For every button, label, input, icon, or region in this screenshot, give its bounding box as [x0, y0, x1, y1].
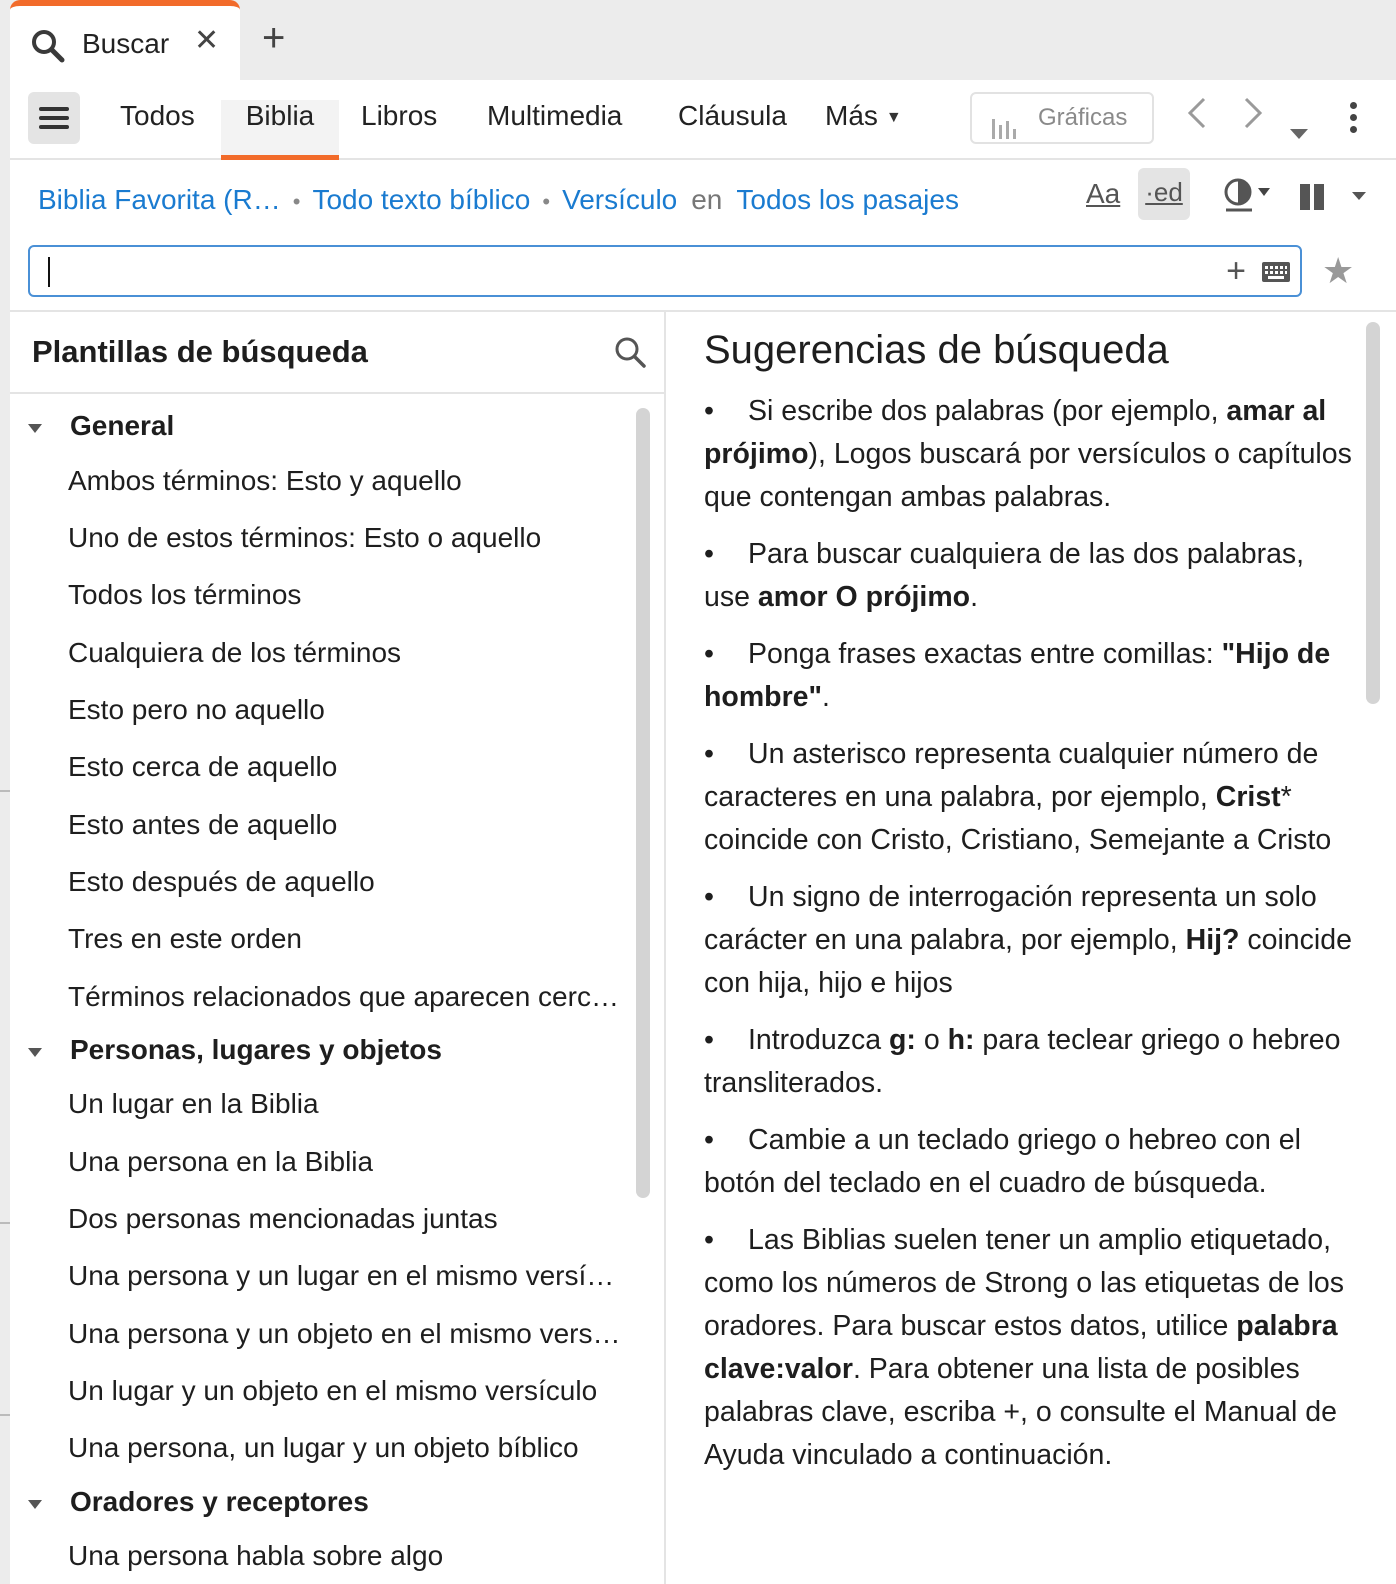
panes-layout-icon[interactable] — [1300, 184, 1380, 217]
tip-text: Si escribe dos palabras (por ejemplo, — [748, 395, 1227, 427]
template-item[interactable]: Un lugar y un objeto en el mismo versículo — [68, 1375, 598, 1406]
search-icon — [30, 28, 66, 69]
tree-group-personas[interactable]: Personas, lugares y objetos — [70, 1034, 442, 1065]
range-selector-link[interactable]: Todos los pasajes — [736, 184, 959, 215]
window-edge-tick — [0, 790, 10, 792]
bullet: • — [704, 738, 714, 770]
new-tab-button[interactable]: + — [262, 16, 286, 60]
hamburger-menu-button[interactable] — [28, 92, 80, 144]
template-item[interactable]: Tres en este orden — [68, 923, 302, 954]
tab-mas-label: Más — [825, 100, 878, 131]
list-item — [704, 633, 1356, 719]
tip-example: Crist — [1215, 781, 1281, 813]
graficas-label: Gráficas — [1038, 104, 1128, 131]
tip-example: Hij? — [1185, 924, 1240, 956]
template-item[interactable]: Una persona, un lugar y un objeto bíblico — [68, 1432, 579, 1463]
tip-example: amor O prójimo — [757, 581, 971, 613]
bible-selector-link[interactable]: Biblia Favorita (R… — [38, 184, 281, 215]
template-item[interactable]: Esto después de aquello — [68, 866, 375, 897]
tip-text: Para buscar cualquiera de las dos palabras, use — [704, 538, 1305, 613]
template-item[interactable]: Una persona habla sobre algo — [68, 1540, 444, 1571]
bullet: • — [704, 1224, 714, 1256]
list-item — [704, 1219, 1356, 1477]
tip-text: Ponga frases exactas entre comillas: — [748, 638, 1222, 670]
list-item — [704, 733, 1356, 862]
caret-down-icon[interactable] — [28, 1048, 42, 1057]
templates-title: Plantillas de búsqueda — [32, 334, 368, 369]
star-icon[interactable]: ★ — [1322, 250, 1355, 291]
template-item[interactable]: Una persona y un lugar en el mismo versí… — [68, 1260, 615, 1291]
tip-text: para teclear griego o hebreo transliterados. — [704, 1024, 1341, 1099]
bar-chart-icon — [992, 108, 1022, 156]
template-item[interactable]: Una persona en la Biblia — [68, 1146, 374, 1177]
caret-down-icon[interactable] — [28, 424, 42, 433]
graficas-button[interactable] — [970, 92, 1154, 144]
template-item[interactable]: Ambos términos: Esto y aquello — [68, 465, 462, 496]
template-item[interactable]: Esto antes de aquello — [68, 809, 338, 840]
window-edge-tick — [0, 1222, 10, 1224]
tip-text: Introduzca — [748, 1024, 889, 1056]
tab-multimedia[interactable]: Multimedia — [487, 100, 623, 131]
template-item[interactable]: Una persona y un objeto en el mismo vers… — [68, 1318, 621, 1349]
templates-pane — [10, 312, 664, 1584]
template-item[interactable]: Esto cerca de aquello — [68, 751, 338, 782]
visual-filter-icon[interactable] — [1222, 176, 1274, 221]
tip-example: h: — [947, 1024, 975, 1056]
tip-text: ), Logos buscará por versículos o capítulos que contengan ambas palabras. — [704, 438, 1352, 513]
tips-list — [704, 390, 1356, 1491]
tree-group-oradores[interactable]: Oradores y receptores — [70, 1486, 369, 1517]
tip-text: o — [915, 1024, 948, 1056]
separator-dot: • — [542, 189, 551, 214]
more-options-icon[interactable] — [1350, 102, 1357, 138]
list-item — [704, 390, 1356, 519]
list-item — [704, 876, 1356, 1005]
search-tips-pane — [666, 312, 1396, 1584]
template-item[interactable]: Un lugar en la Biblia — [68, 1088, 319, 1119]
tip-text: Cambie a un teclado griego o hebreo con el botón del teclado en el cuadro de búsqueda. — [704, 1124, 1301, 1199]
in-label: en — [691, 184, 723, 215]
tip-example: palabra clave:valor — [704, 1310, 1338, 1385]
tab-biblia[interactable]: Biblia — [221, 100, 339, 160]
list-item — [704, 1019, 1356, 1105]
bullet: • — [704, 881, 714, 913]
history-dropdown-icon[interactable] — [1290, 110, 1308, 150]
template-item[interactable]: Uno de estos términos: Esto o aquello — [68, 522, 542, 553]
tab-mas[interactable] — [825, 100, 902, 160]
list-item — [704, 1119, 1356, 1205]
divider — [10, 392, 664, 394]
tree-group-general[interactable]: General — [70, 410, 175, 441]
scrollbar[interactable] — [636, 408, 650, 1198]
keyboard-icon[interactable] — [1262, 261, 1290, 288]
tab-libros[interactable]: Libros — [361, 100, 438, 131]
tip-text: Las Biblias suelen tener un amplio etiquetado, como los números de Strong o las etiquetas de los oradores. Para buscar estos datos, utilice — [704, 1224, 1345, 1342]
back-arrow-icon[interactable] — [1186, 96, 1208, 139]
tip-example: g: — [889, 1024, 916, 1056]
tip-example: amar al prójimo — [704, 395, 1327, 470]
tip-text: . Para obtener una lista de posibles palabras clave, escriba +, o consulte el Manual de Ayuda vinculado a continuación. — [704, 1353, 1337, 1471]
bullet: • — [704, 395, 714, 427]
search-input[interactable] — [28, 245, 1302, 297]
search-scope-breadcrumb — [38, 184, 959, 216]
template-item[interactable]: Dos personas mencionadas juntas — [68, 1203, 498, 1234]
tip-example: "Hijo de hombre" — [704, 638, 1331, 713]
chevron-down-icon: ▼ — [885, 108, 902, 126]
tip-text: Un signo de interrogación representa un solo carácter en una palabra, por ejemplo, — [704, 881, 1317, 956]
template-item[interactable]: Cualquiera de los términos — [68, 637, 402, 668]
window-edge-tick — [0, 1414, 10, 1416]
close-icon[interactable]: ✕ — [194, 24, 220, 57]
match-case-button[interactable]: Aa — [1086, 178, 1121, 209]
template-item[interactable]: Esto pero no aquello — [68, 694, 325, 725]
unit-selector-link[interactable]: Versículo — [562, 184, 678, 215]
match-word-forms-button[interactable]: ·ed — [1138, 168, 1190, 220]
bullet: • — [704, 1024, 714, 1056]
caret-down-icon[interactable] — [28, 1500, 42, 1509]
tab-todos[interactable]: Todos — [120, 100, 195, 131]
bullet: • — [704, 1124, 714, 1156]
add-icon[interactable]: + — [1226, 252, 1246, 290]
tip-text: * coincide con Cristo, Cristiano, Semejante a Cristo — [704, 781, 1332, 856]
tip-text: . — [822, 681, 830, 713]
toolbar — [10, 80, 1396, 160]
list-item — [704, 533, 1356, 619]
tab-strip — [0, 0, 1396, 80]
bullet: • — [704, 638, 714, 670]
search-panel — [10, 80, 1396, 1584]
tip-text: coincide con hija, hijo e hijos — [704, 924, 1352, 999]
scrollbar[interactable] — [1366, 322, 1380, 704]
tip-text: Un asterisco representa cualquier número de caracteres en una palabra, por ejemplo, — [704, 738, 1319, 813]
tab-buscar[interactable] — [10, 0, 240, 80]
tab-clausula[interactable]: Cláusula — [678, 100, 787, 131]
tips-title: Sugerencias de búsqueda — [704, 328, 1169, 372]
tip-text: . — [970, 581, 978, 613]
scope-selector-link[interactable]: Todo texto bíblico — [312, 184, 531, 215]
tab-label: Buscar — [82, 28, 170, 59]
search-icon[interactable] — [614, 336, 646, 373]
template-item[interactable]: Términos relacionados que aparecen cerc… — [68, 981, 619, 1012]
forward-arrow-icon[interactable] — [1242, 96, 1264, 139]
template-item[interactable]: Todos los términos — [68, 579, 302, 610]
separator-dot: • — [292, 189, 301, 214]
text-cursor — [48, 257, 50, 287]
bullet: • — [704, 538, 714, 570]
